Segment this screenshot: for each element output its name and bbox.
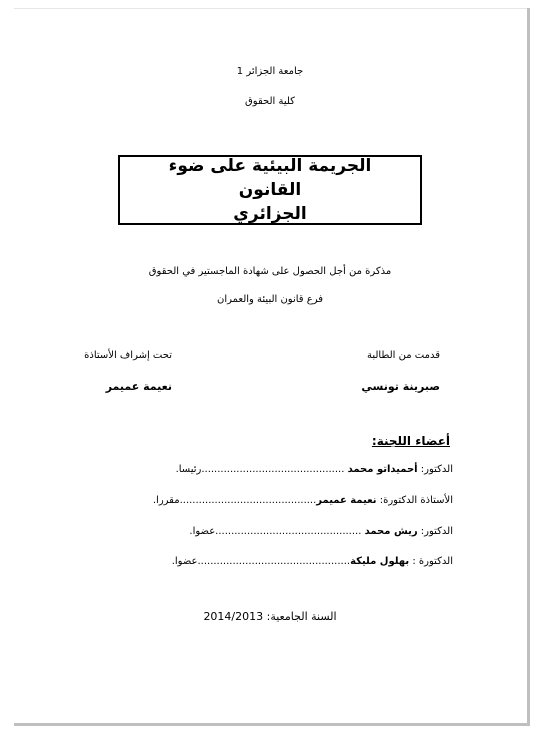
member-name: نعيمة عميمر (316, 495, 377, 506)
member-title: الأستاذة الدكتورة: (376, 495, 453, 506)
thesis-title (140, 154, 400, 226)
thesis-title-line-1: الجريمة البيئية على ضوء القانون (168, 156, 372, 200)
member-title: الدكتور: (417, 464, 453, 475)
committee-member-row (88, 493, 453, 509)
member-name: بهلول مليكة (350, 556, 410, 567)
thesis-title-box (118, 155, 422, 225)
committee-member-row (88, 462, 453, 478)
committee-heading: أعضاء اللجنة: (371, 434, 450, 448)
academic-year-label: السنة الجامعية: (263, 610, 337, 623)
member-role: عضوا. (189, 526, 216, 537)
faculty-name: كلية الحقوق (245, 96, 295, 107)
member-title: الدكتورة : (409, 556, 453, 567)
thesis-title-line-2: الجزائري (233, 204, 307, 224)
member-title: الدكتور: (417, 526, 453, 537)
academic-year-value: 2014/2013 (203, 610, 264, 623)
student-label: قدمت من الطالبة (366, 350, 440, 361)
member-role: رئيسا. (175, 464, 202, 475)
academic-year (150, 610, 390, 623)
memo-branch: فرع قانون البيئة والعمران (216, 294, 324, 305)
supervisor-label: تحت إشراف الأستاذة (84, 350, 172, 361)
member-dots: ............................................. (201, 464, 348, 475)
student-name: صبرينة تونسي (361, 380, 440, 393)
committee-member-row (88, 554, 453, 570)
member-name: أحميداتو محمد (347, 464, 418, 475)
memo-purpose: مذكرة من أجل الحصول على شهادة الماجستير في الحقوق (148, 266, 392, 277)
member-name: ريش محمد (364, 526, 418, 537)
member-role: مقررا. (152, 495, 180, 506)
member-dots: .............................................. (215, 526, 365, 537)
member-role: عضوا. (171, 556, 198, 567)
member-dots: ................................................ (197, 556, 351, 567)
member-dots: ........................................... (179, 495, 317, 506)
committee-member-row (88, 524, 453, 540)
supervisor-name: نعيمة عميمر (105, 380, 172, 393)
university-name: جامعة الجزائر 1 (236, 66, 304, 77)
